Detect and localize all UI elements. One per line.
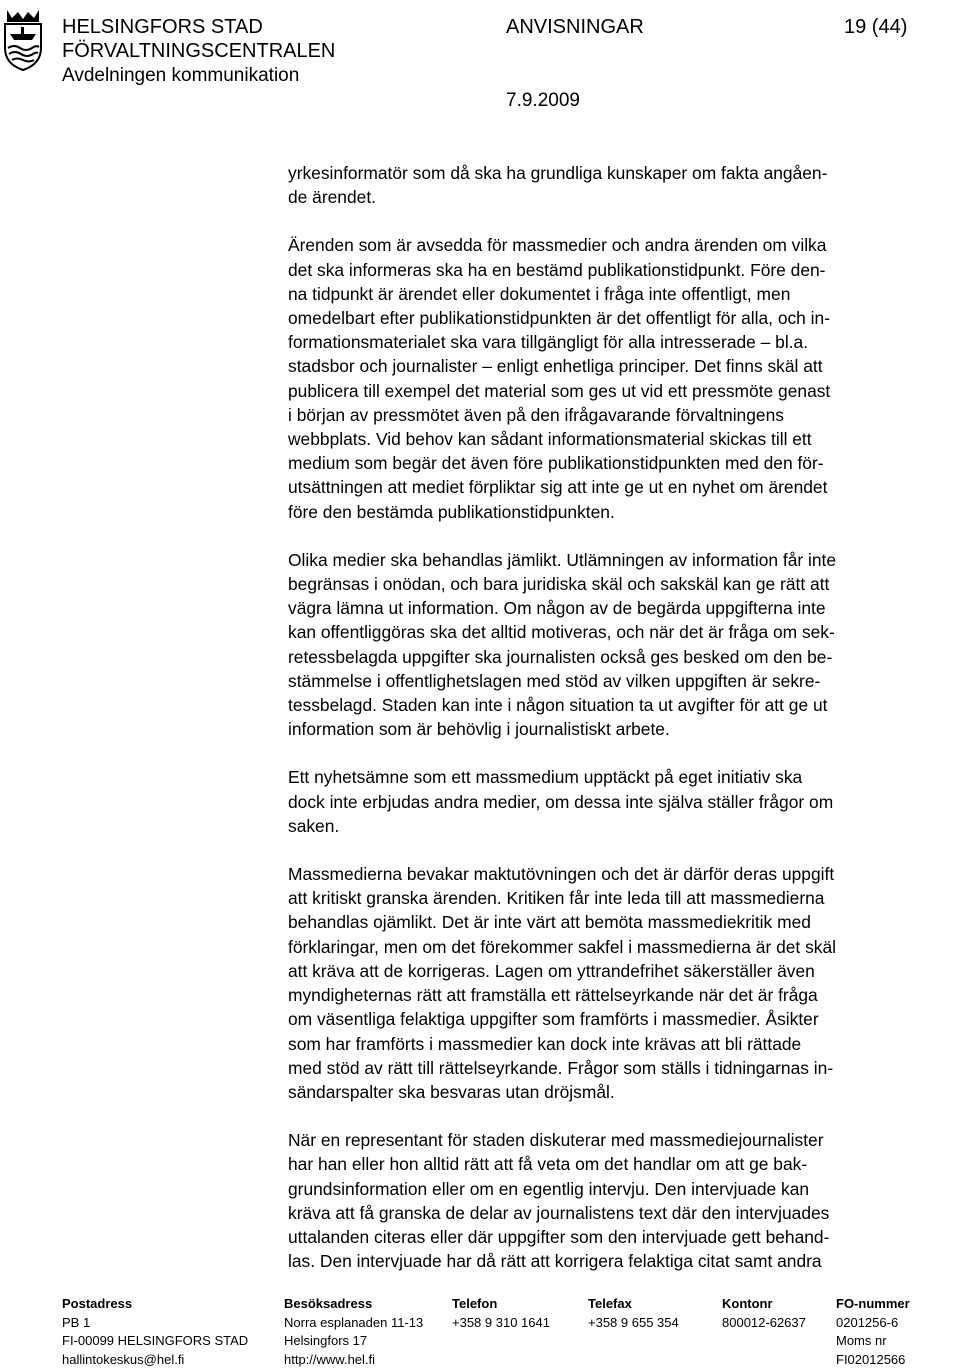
footer-column xyxy=(452,1295,550,1332)
footer-value: Norra esplanaden 11-13 xyxy=(284,1314,423,1333)
body-line: yrkesinformatör som då ska ha grundliga kunskaper om fakta angåen- xyxy=(288,161,952,185)
body-line: retessbelagda uppgifter ska journalisten också ges besked om den be- xyxy=(288,645,952,669)
body-line: stämmelse i offentlighetslagen med stöd av vilken uppgiften är sekre- xyxy=(288,669,952,693)
body-line: i början av pressmötet även på den ifrågavarande förvaltningens xyxy=(288,403,952,427)
body-line: webbplats. Vid behov kan sådant informationsmaterial skickas till ett xyxy=(288,427,952,451)
body-line: vägra lämna ut information. Om någon av de begärda uppgifterna inte xyxy=(288,596,952,620)
body-line: utsättningen att mediet förpliktar sig att inte ge ut en nyhet om ärendet xyxy=(288,475,952,499)
body-line: dock inte erbjudas andra medier, om dessa inte själva ställer frågor om xyxy=(288,790,952,814)
footer-value: http://www.hel.fi xyxy=(284,1351,423,1369)
body-line: grundsinformation eller om en egentlig intervju. Den intervjuade kan xyxy=(288,1177,952,1201)
body-line: medium som begär det även före publikationstidpunkten med den för- xyxy=(288,451,952,475)
body-line: att kräva att de korrigeras. Lagen om yttrandefrihet säkerställer även xyxy=(288,959,952,983)
department-name: Avdelningen kommunikation xyxy=(62,64,299,88)
paragraph-gap xyxy=(288,209,952,233)
body-line: information som är behövlig i journalistiskt arbete. xyxy=(288,717,952,741)
paragraph-gap xyxy=(288,838,952,862)
body-line: sändarspalter ska besvaras utan dröjsmål. xyxy=(288,1080,952,1104)
document-type: ANVISNINGAR xyxy=(506,15,644,39)
body-line: kräva att få granska de delar av journalistens text där den intervjuades xyxy=(288,1201,952,1225)
body-line: de ärendet. xyxy=(288,185,952,209)
body-line: omedelbart efter publikationstidpunkten är det offentligt för alla, och in- xyxy=(288,306,952,330)
footer-heading: Telefax xyxy=(588,1295,679,1314)
footer-value: Helsingfors 17 xyxy=(284,1332,423,1351)
footer-heading: Telefon xyxy=(452,1295,550,1314)
body-line: saken. xyxy=(288,814,952,838)
body-line: Olika medier ska behandlas jämlikt. Utlämningen av information får inte xyxy=(288,548,952,572)
document-date: 7.9.2009 xyxy=(506,89,580,113)
body-line: publicera till exempel det material som ges ut vid ett pressmöte genast xyxy=(288,379,952,403)
body-line: förklaringar, men om det förekommer sakfel i massmedierna är det skäl xyxy=(288,935,952,959)
footer-value: hallintokeskus@hel.fi xyxy=(62,1351,248,1369)
body-line: Ett nyhetsämne som ett massmedium upptäckt på eget initiativ ska xyxy=(288,765,952,789)
footer-heading: FO-nummer xyxy=(836,1295,910,1314)
body-line: När en representant för staden diskuterar med massmediejournalister xyxy=(288,1128,952,1152)
body-line: om väsentliga felaktiga uppgifter som framförts i massmedier. Åsikter xyxy=(288,1007,952,1031)
body-line: före den bestämda publikationstidpunkten. xyxy=(288,500,952,524)
body-line: stadsbor och journalister – enligt enhetliga principer. Det finns skäl att xyxy=(288,354,952,378)
body-line: na tidpunkt är ärendet eller dokumentet i fråga inte offentligt, men xyxy=(288,282,952,306)
body-text xyxy=(288,161,952,1273)
page-number: 19 (44) xyxy=(844,15,907,39)
organization-name: HELSINGFORS STAD xyxy=(62,15,263,39)
footer-value: FI-00099 HELSINGFORS STAD xyxy=(62,1332,248,1351)
paragraph-gap xyxy=(288,741,952,765)
footer-value: 800012-62637 xyxy=(722,1314,806,1333)
footer-value: +358 9 655 354 xyxy=(588,1314,679,1333)
body-line: begränsas i onödan, och bara juridiska skäl och sakskäl kan ge rätt att xyxy=(288,572,952,596)
footer-column xyxy=(284,1295,423,1369)
body-line: behandlas ojämlikt. Det är inte värt att bemöta massmediekritik med xyxy=(288,910,952,934)
footer-heading: Kontonr xyxy=(722,1295,806,1314)
paragraph-gap xyxy=(288,1104,952,1128)
body-line: Massmedierna bevakar maktutövningen och det är därför deras uppgift xyxy=(288,862,952,886)
body-line: att kritiskt granska ärenden. Kritiken får inte leda till att massmedierna xyxy=(288,886,952,910)
body-line: Ärenden som är avsedda för massmedier och andra ärenden om vilka xyxy=(288,233,952,257)
body-line: med stöd av rätt till rättelseyrkande. Frågor som ställs i tidningarnas in- xyxy=(288,1056,952,1080)
body-line: uttalanden citeras eller där uppgifter som den intervjuade gett behand- xyxy=(288,1225,952,1249)
body-line: formationsmaterialet ska vara tillgängligt för alla intresserade – bl.a. xyxy=(288,330,952,354)
body-line: som har framförts i massmedier kan dock inte krävas att bli rättade xyxy=(288,1032,952,1056)
helsinki-crest-icon xyxy=(2,8,44,74)
footer-value: 0201256-6 xyxy=(836,1314,910,1333)
footer-column xyxy=(62,1295,248,1369)
footer-value: FI02012566 xyxy=(836,1351,910,1369)
body-line: tessbelagd. Staden kan inte i någon situation ta ut avgifter för att ge ut xyxy=(288,693,952,717)
centre-name: FÖRVALTNINGSCENTRALEN xyxy=(62,39,335,63)
footer-column xyxy=(722,1295,806,1332)
body-line: kan offentliggöras ska det alltid motiveras, och när det är fråga om sek- xyxy=(288,620,952,644)
footer-value: PB 1 xyxy=(62,1314,248,1333)
body-line: las. Den intervjuade har då rätt att korrigera felaktiga citat samt andra xyxy=(288,1249,952,1273)
body-line: har han eller hon alltid rätt att få veta om det handlar om att ge bak- xyxy=(288,1152,952,1176)
footer-column xyxy=(836,1295,910,1369)
body-line: myndigheternas rätt att framställa ett rättelseyrkande när det är fråga xyxy=(288,983,952,1007)
footer-value: Moms nr xyxy=(836,1332,910,1351)
footer-column xyxy=(588,1295,679,1332)
footer-heading: Besöksadress xyxy=(284,1295,423,1314)
body-line: det ska informeras ska ha en bestämd publikationstidpunkt. Före den- xyxy=(288,258,952,282)
footer-heading: Postadress xyxy=(62,1295,248,1314)
footer-value: +358 9 310 1641 xyxy=(452,1314,550,1333)
paragraph-gap xyxy=(288,524,952,548)
